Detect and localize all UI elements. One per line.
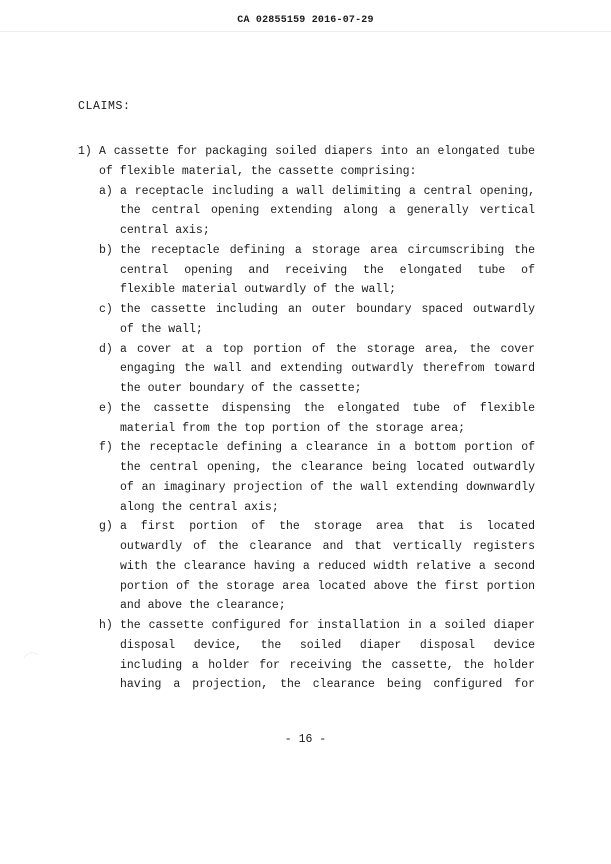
claim-text-line: the cassette configured for installation in a soiled diaper [120,619,535,632]
claim-text-line: portion of the storage area located above the first portion [120,579,535,593]
subitem-label: b) [99,243,113,257]
subitem-label: h) [99,619,113,632]
claim-text-line: outwardly of the clearance and that vertically registers [120,540,535,553]
claim-text-line: A cassette for packaging soiled diapers into an elongated tube [99,145,535,158]
claim-text-line: along the central axis; [120,500,279,514]
subitem-label: c) [99,303,113,316]
claim-text-line: including a holder for receiving the cassette, the holder [120,658,535,672]
claim-subitem-h [99,616,535,695]
claim-text-line: a cover at a top portion of the storage area, the cover [120,342,535,356]
claim-text-line: the outer boundary of the cassette; [120,382,362,395]
claim-intro-lines [99,142,535,182]
subitem-label: d) [99,342,113,356]
claims-heading: CLAIMS: [78,100,131,113]
claim-number: 1) [78,145,92,158]
claim-text-line: a receptacle including a wall delimiting a central opening, [120,184,535,198]
claim-intro [78,142,535,182]
patent-number-header: CA 02855159 2016-07-29 [237,15,374,26]
claim-subitems [99,182,535,696]
claim-text-line: material from the top portion of the storage area; [120,421,466,435]
claim-1 [78,142,535,695]
subitem-label: g) [99,520,113,534]
claim-text-line: flexible material outwardly of the wall; [120,283,397,297]
claim-subitem-e [99,399,535,439]
claim-text-line: the cassette dispensing the elongated tube of flexible [120,401,535,415]
claim-text-line: and above the clearance; [120,599,286,613]
scan-artifact-mark [22,648,40,662]
claim-text-line: central opening and receiving the elongated tube of [120,263,535,277]
claim-text-line: having a projection, the clearance being configured for [120,678,535,692]
claim-text-line: central axis; [120,224,210,237]
claim-text-line: of the wall; [120,322,203,336]
claim-text-line: the receptacle defining a clearance in a bottom portion of [120,441,535,455]
claim-text-line: the central opening, the clearance being located outwardly [120,461,535,474]
claim-text-line: a first portion of the storage area that is located [120,520,535,534]
subitem-label: e) [99,401,113,415]
claim-subitem-b [99,241,535,300]
claim-subitem-f [99,438,535,517]
claim-text-line: the cassette including an outer boundary spaced outwardly [120,303,535,316]
subitem-label: f) [99,441,113,455]
subitem-label: a) [99,184,113,198]
claim-text-line: the central opening extending along a generally vertical [120,204,535,218]
scan-artifact-line [0,31,611,32]
claim-text-line: with the clearance having a reduced width relative a second [120,559,535,573]
claim-subitem-c [99,300,535,340]
claim-text-line: the receptacle defining a storage area circumscribing the [120,243,535,257]
claim-subitem-d [99,340,535,399]
claim-text-line: disposal device, the soiled diaper disposal device [120,638,535,652]
claim-text-line: of an imaginary projection of the wall extending downwardly [120,480,535,494]
claim-text-line: of flexible material, the cassette comprising: [99,164,417,178]
claim-text-line: engaging the wall and extending outwardly therefrom toward [120,362,535,376]
claim-subitem-g [99,517,535,616]
page-number: - 16 - [284,733,327,746]
claim-subitem-a [99,182,535,241]
